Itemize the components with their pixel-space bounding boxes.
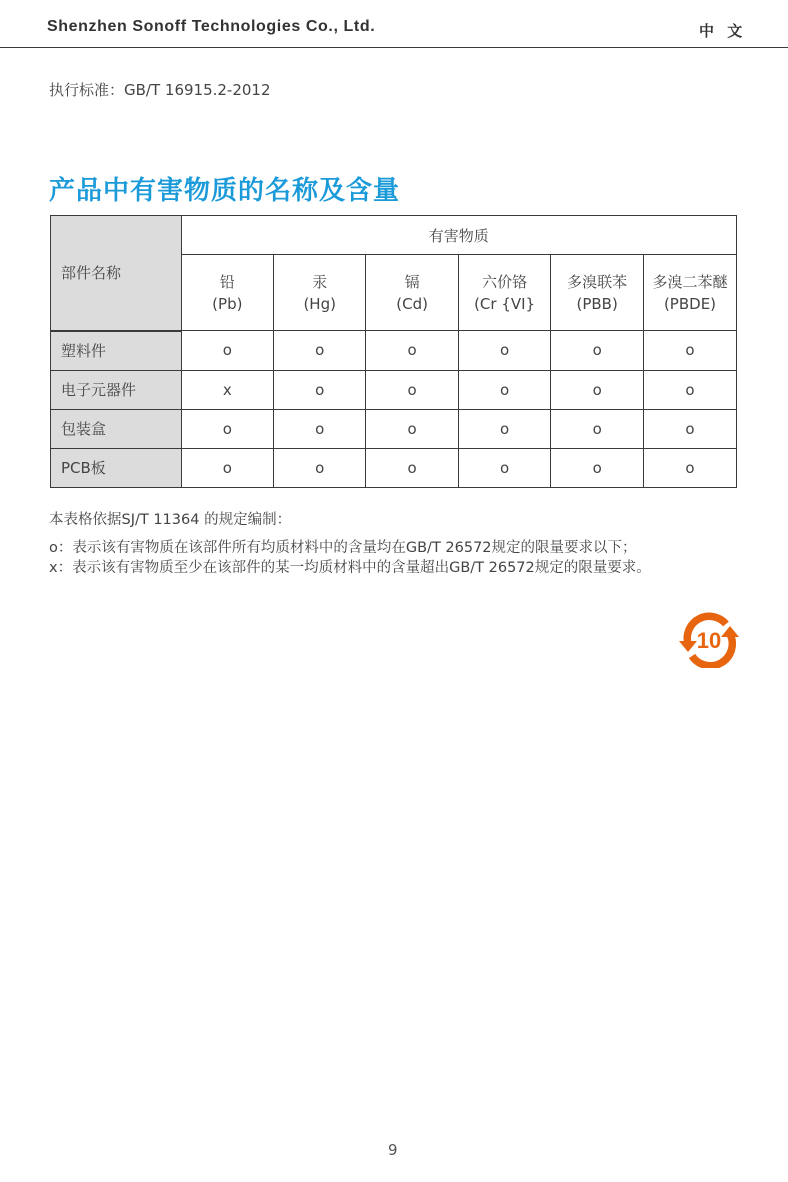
part-name: PCB板 — [51, 448, 182, 487]
table-notes — [49, 510, 651, 578]
part-name: 包装盒 — [51, 409, 182, 448]
substance-name: 镉 — [404, 272, 420, 291]
table-cell: o — [458, 370, 550, 409]
table-cell: o — [644, 331, 737, 371]
substance-name: 六价铬 — [482, 272, 528, 291]
substance-name: 多溴联苯 — [567, 272, 628, 291]
part-name: 塑料件 — [51, 331, 182, 371]
company-name: Shenzhen Sonoff Technologies Co., Ltd. — [47, 18, 376, 35]
part-name: 电子元器件 — [51, 370, 182, 409]
table-cell: o — [366, 448, 458, 487]
section-title: 产品中有害物质的名称及含量 — [49, 176, 401, 206]
substance-header-pb — [181, 255, 273, 331]
table-cell: o — [181, 448, 273, 487]
table-cell: o — [181, 331, 273, 371]
table-cell: o — [458, 331, 550, 371]
hazardous-substances-header: 有害物质 — [181, 216, 736, 255]
table-cell: o — [458, 409, 550, 448]
table-cell: o — [366, 370, 458, 409]
notes-o-definition: o：表示该有害物质在该部件所有均质材料中的含量均在GB/T 26572规定的限量要求以下； — [49, 540, 637, 556]
substance-name: 多溴二苯醚 — [652, 272, 728, 291]
table-cell: o — [366, 409, 458, 448]
substance-name: 汞 — [312, 272, 328, 291]
substance-name: 铅 — [219, 272, 235, 291]
substance-header-pbb — [551, 255, 644, 331]
table-cell: o — [551, 331, 644, 371]
substance-symbol: (Hg) — [303, 294, 336, 313]
table-cell: o — [274, 370, 366, 409]
table-cell: o — [366, 331, 458, 371]
table-cell: o — [274, 409, 366, 448]
execution-standard: 执行标准：GB/T 16915.2-2012 — [49, 81, 271, 99]
table-cell: o — [551, 448, 644, 487]
table-cell: o — [181, 409, 273, 448]
substance-header-cr6 — [458, 255, 550, 331]
page-number: 9 — [388, 1141, 398, 1159]
part-name-header: 部件名称 — [51, 216, 182, 331]
table-header-row — [51, 216, 737, 255]
table-cell: o — [458, 448, 550, 487]
table-row — [51, 448, 737, 487]
hazardous-substance-table — [50, 215, 737, 488]
substance-symbol: (Pb) — [212, 294, 243, 313]
notes-basis: 本表格依据SJ/T 11364 的规定编制： — [49, 512, 292, 528]
substance-symbol: (Cd) — [396, 294, 428, 313]
substance-header-hg — [274, 255, 366, 331]
substance-header-pbde — [644, 255, 737, 331]
table-row — [51, 331, 737, 371]
table-row — [51, 409, 737, 448]
substance-symbol: (PBDE) — [663, 294, 717, 313]
table-cell: x — [181, 370, 273, 409]
table-cell: o — [274, 331, 366, 371]
substance-symbol: (PBB) — [576, 294, 618, 313]
environment-protection-use-period-icon — [678, 610, 740, 668]
table-cell: o — [551, 370, 644, 409]
table-cell: o — [644, 448, 737, 487]
logo-label: 10 — [696, 628, 722, 653]
substance-header-cd — [366, 255, 458, 331]
page-header — [0, 0, 788, 48]
table-row — [51, 370, 737, 409]
table-cell: o — [644, 409, 737, 448]
substance-symbol: (Cr {VI} — [474, 294, 536, 313]
notes-x-definition: x：表示该有害物质至少在该部件的某一均质材料中的含量超出GB/T 26572规定的限量要求。 — [49, 560, 651, 576]
language-label: 中 文 — [699, 22, 747, 40]
table-cell: o — [274, 448, 366, 487]
table-cell: o — [644, 370, 737, 409]
table-cell: o — [551, 409, 644, 448]
